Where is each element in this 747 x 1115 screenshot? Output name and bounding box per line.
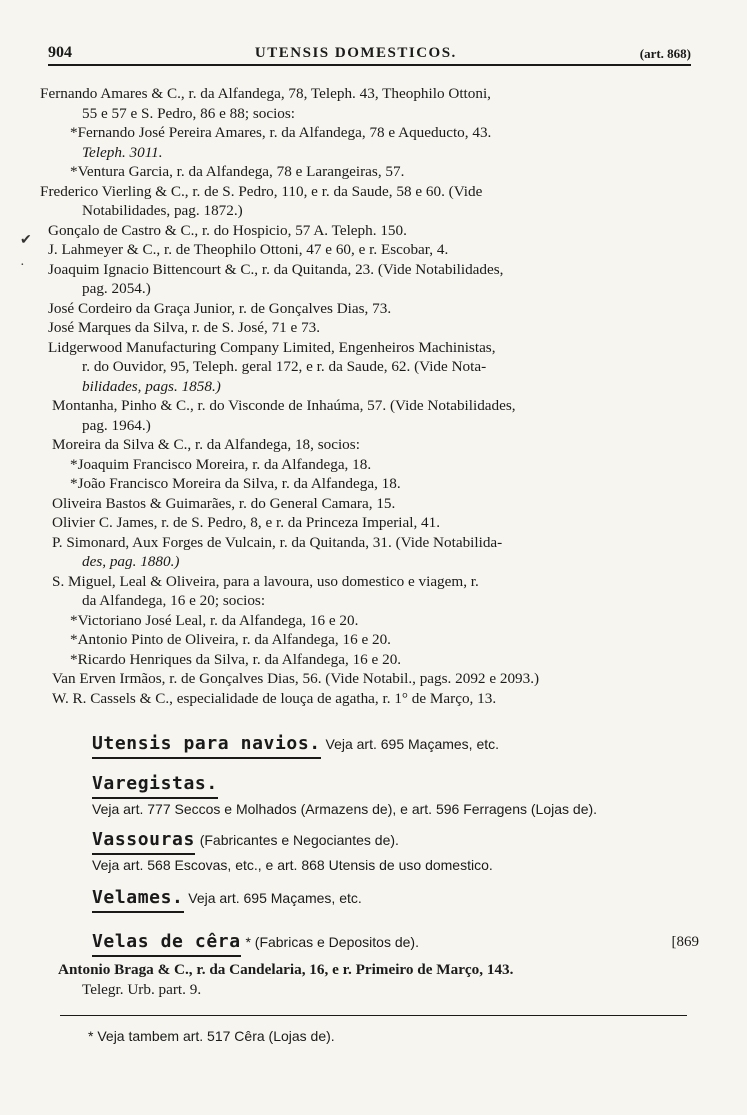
section-note: (Fabricantes e Negociantes de). <box>199 832 399 848</box>
page-number: 904 <box>48 44 72 61</box>
section-title: Velames. <box>92 886 184 913</box>
section-title: Utensis para navios. <box>92 732 321 759</box>
entry-line: José Marques da Silva, r. de S. José, 71 e 73. <box>48 319 321 336</box>
entry-line: José Cordeiro da Graça Junior, r. de Gonçalves Dias, 73. <box>48 299 392 317</box>
entry-line: *Fernando José Pereira Amares, r. da Alfandega, 78 e Aqueducto, 43. <box>70 124 492 141</box>
entry-line: Gonçalo de Castro & C., r. do Hospicio, 57 A. Teleph. 150. <box>48 221 407 239</box>
entry-line: Teleph. 3011. <box>82 143 163 161</box>
article-reference: (art. 868) <box>639 46 691 61</box>
entry-line: Fernando Amares & C., r. da Alfandega, 78, Teleph. 43, Theophilo Ottoni, <box>40 85 491 102</box>
article-number: [869 <box>671 934 699 950</box>
entry-line: *Antonio Pinto de Oliveira, r. da Alfandega, 16 e 20. <box>70 631 391 648</box>
section-reference: Veja art. 777 Seccos e Molhados (Armazens de), e art. 596 Ferragens (Lojas de). <box>92 801 598 817</box>
entry-line: *Victoriano José Leal, r. da Alfandega, 16 e 20. <box>70 611 359 629</box>
entry-line: W. R. Cassels & C., especialidade de louça de agatha, r. 1° de Março, 13. <box>52 689 497 707</box>
entry-line: J. Lahmeyer & C., r. de Theophilo Ottoni, 47 e 60, e r. Escobar, 4. <box>48 241 449 258</box>
page-header <box>48 40 691 66</box>
entry-line: Notabilidades, pag. 1872.) <box>82 202 243 219</box>
entry-line: *Ventura Garcia, r. da Alfandega, 78 e Larangeiras, 57. <box>70 163 405 180</box>
entry-line: P. Simonard, Aux Forges de Vulcain, r. da Quitanda, 31. (Vide Notabilida- <box>52 533 503 551</box>
entry-line: bilidades, pags. 1858.) <box>82 377 221 395</box>
entry-line: pag. 2054.) <box>82 280 151 297</box>
entry-line: da Alfandega, 16 e 20; socios: <box>82 592 266 609</box>
entry-line: Frederico Vierling & C., r. de S. Pedro, 110, e r. da Saude, 58 e 60. (Vide <box>40 182 483 200</box>
final-entry <box>58 960 703 999</box>
entry-line: Moreira da Silva & C., r. da Alfandega, 18, socios: <box>52 436 360 453</box>
entry-line: Olivier C. James, r. de S. Pedro, 8, e r. da Princeza Imperial, 41. <box>52 514 441 531</box>
margin-mark-icon: · <box>20 258 25 273</box>
section-velas-de-cera <box>92 930 699 957</box>
entry-line: *João Francisco Moreira da Silva, r. da Alfandega, 18. <box>70 475 401 492</box>
entry-line: Joaquim Ignacio Bittencourt & C., r. da Quitanda, 23. (Vide Notabilidades, <box>48 260 504 278</box>
entry-line: pag. 1964.) <box>82 416 151 434</box>
footnote: * Veja tambem art. 517 Cêra (Lojas de). <box>88 1028 335 1044</box>
section-velames <box>92 886 699 913</box>
entry-line: S. Miguel, Leal & Oliveira, para a lavoura, uso domestico e viagem, r. <box>52 572 479 590</box>
margin-mark-icon: ✔ <box>20 233 32 248</box>
entry-line: 55 e 57 e S. Pedro, 86 e 88; socios: <box>82 104 296 122</box>
section-title: Vassouras <box>92 828 195 855</box>
entry-line: *Joaquim Francisco Moreira, r. da Alfandega, 18. <box>70 455 372 473</box>
section-note: Veja art. 695 Maçames, etc. <box>325 736 500 752</box>
section-varegistas <box>92 772 699 819</box>
entry-line: r. do Ouvidor, 95, Teleph. geral 172, e r. da Saude, 62. (Vide Nota- <box>82 358 487 375</box>
entry-line: Oliveira Bastos & Guimarães, r. do General Camara, 15. <box>52 494 396 512</box>
section-utensis-para-navios <box>92 732 699 759</box>
section-reference: Veja art. 568 Escovas, etc., e art. 868 Utensis de uso domestico. <box>92 857 493 873</box>
entry-line: Lidgerwood Manufacturing Company Limited, Engenheiros Machinistas, <box>48 338 496 356</box>
footnote-rule <box>60 1015 687 1016</box>
entry-line: Telegr. Urb. part. 9. <box>82 980 202 998</box>
entry-line: Montanha, Pinho & C., r. do Visconde de Inhaúma, 57. (Vide Notabilidades, <box>52 397 516 414</box>
running-title: UTENSIS DOMESTICOS. <box>254 45 457 61</box>
section-title: Velas de cêra <box>92 930 241 957</box>
entry-line: des, pag. 1880.) <box>82 553 180 570</box>
entry-line: Van Erven Irmãos, r. de Gonçalves Dias, 56. (Vide Notabil., pags. 2092 e 2093.) <box>52 670 540 687</box>
entry-line: *Ricardo Henriques da Silva, r. da Alfandega, 16 e 20. <box>70 650 402 668</box>
section-title: Varegistas. <box>92 772 218 799</box>
section-note: * (Fabricas e Depositos de). <box>245 934 419 950</box>
entry-list <box>40 84 703 708</box>
section-note: Veja art. 695 Maçames, etc. <box>188 890 362 906</box>
entry-line: Antonio Braga & C., r. da Candelaria, 16, e r. Primeiro de Março, 143. <box>58 961 514 978</box>
section-vassouras <box>92 828 699 875</box>
